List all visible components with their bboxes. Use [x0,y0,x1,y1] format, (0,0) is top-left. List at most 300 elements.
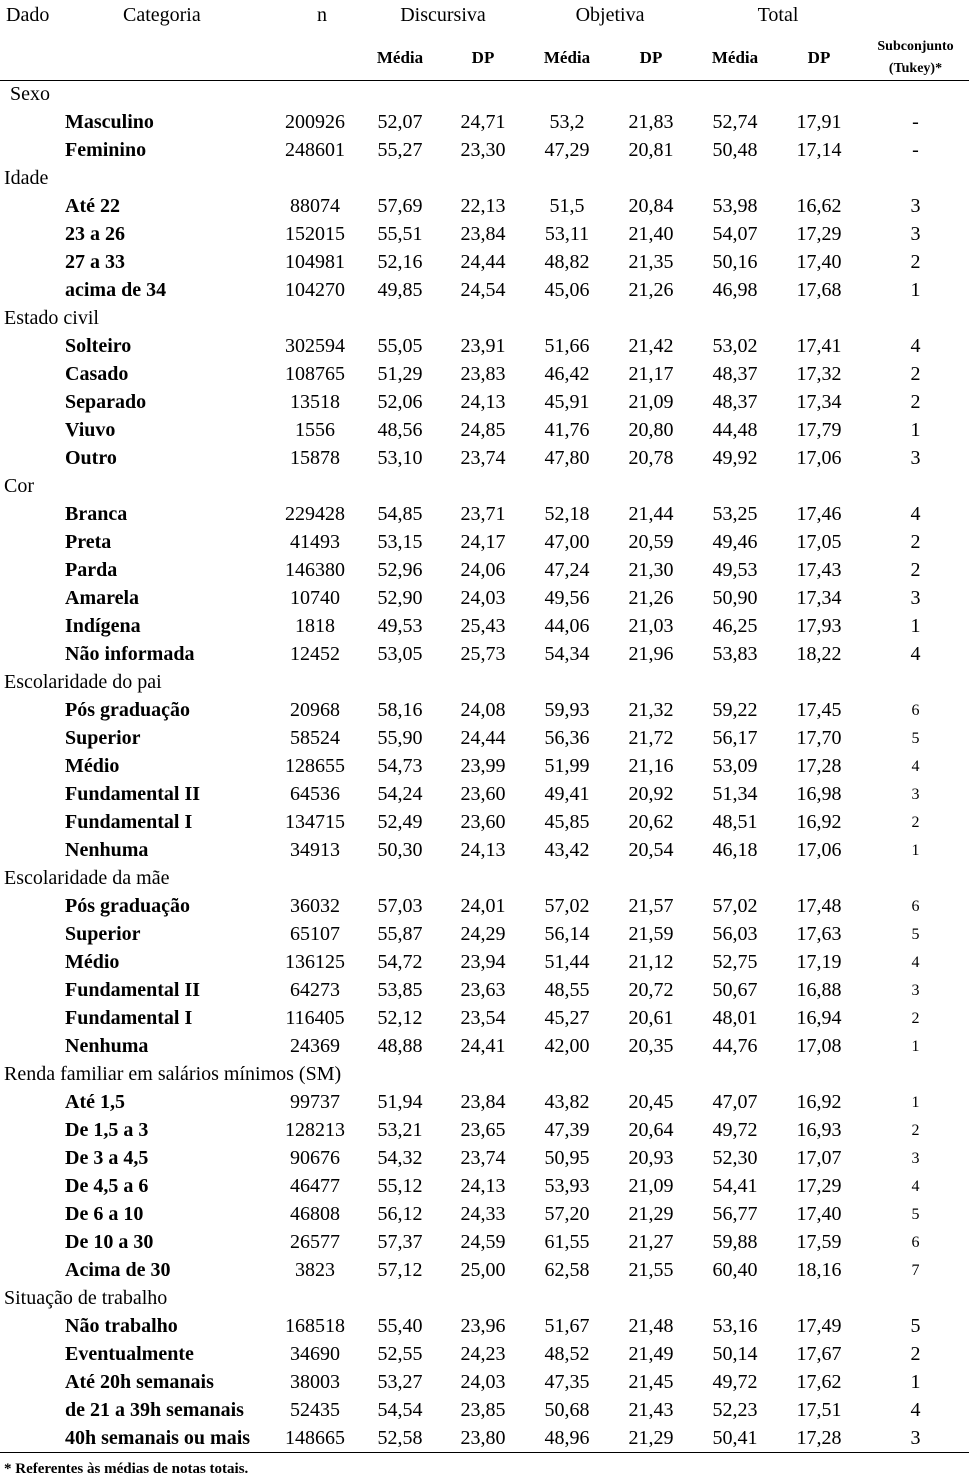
cell-obj-dp: 21,09 [628,1175,674,1197]
cell-disc-media: 53,10 [377,447,423,469]
cell-disc-media: 52,90 [377,587,423,609]
cell-n: 13518 [290,391,340,413]
cell-obj-dp: 21,17 [628,363,674,385]
cell-obj-media: 50,95 [544,1147,590,1169]
cell-disc-dp: 24,13 [460,839,506,861]
cell-disc-media: 54,72 [377,951,423,973]
cell-disc-media: 55,90 [377,727,423,749]
cell-categoria: Parda [65,559,118,581]
cell-tot-media: 49,72 [712,1371,758,1393]
header-dado: Dado [6,4,50,26]
cell-n: 302594 [285,335,345,357]
group-label: Cor [4,475,34,497]
cell-disc-media: 50,30 [377,839,423,861]
cell-obj-dp: 21,59 [628,923,674,945]
cell-tot-dp: 17,46 [796,503,842,525]
table-body [0,81,969,1453]
header-tot-media: Média [694,36,776,81]
cell-subconjunto: - [912,111,919,133]
cell-categoria: Não informada [65,643,195,665]
cell-disc-dp: 24,41 [460,1035,506,1057]
cell-n: 38003 [290,1371,340,1393]
cell-disc-media: 49,53 [377,615,423,637]
cell-subconjunto: 5 [911,729,920,747]
cell-obj-dp: 21,26 [628,587,674,609]
cell-obj-dp: 21,48 [628,1315,674,1337]
cell-categoria: Branca [65,503,128,525]
cell-n: 104981 [285,251,345,273]
cell-tot-media: 56,17 [712,727,758,749]
cell-obj-dp: 20,78 [628,447,674,469]
cell-disc-dp: 24,03 [460,1371,506,1393]
group-label: Escolaridade da mãe [4,867,170,889]
cell-categoria: 40h semanais ou mais [0,1425,270,1453]
header-disc-media: Média [360,36,440,81]
cell-disc-dp: 23,91 [460,335,506,357]
cell-categoria: Pós graduação [65,699,190,721]
cell-obj-media: 53,11 [544,223,590,245]
cell-tot-dp: 17,34 [796,391,842,413]
cell-obj-media: 43,82 [544,1091,590,1113]
cell-disc-media: 52,07 [377,111,423,133]
cell-subconjunto: 7 [911,1261,920,1279]
cell-categoria: De 10 a 30 [65,1231,154,1253]
cell-obj-dp: 20,54 [628,839,674,861]
cell-obj-dp: 21,29 [608,1425,694,1453]
cell-tot-media: 52,30 [712,1147,758,1169]
cell-disc-dp: 24,13 [460,1175,506,1197]
table-row [0,1341,969,1369]
cell-obj-dp: 21,45 [628,1371,674,1393]
cell-tot-media: 48,51 [712,811,758,833]
header-empty-n [270,36,360,81]
header-total: Total [757,4,799,26]
cell-tot-dp: 16,92 [796,811,842,833]
cell-disc-dp: 23,71 [460,503,506,525]
cell-n: 65107 [290,923,340,945]
cell-tot-media: 47,07 [712,1091,758,1113]
table-row [0,249,969,277]
cell-subconjunto: 1 [911,1037,920,1055]
cell-obj-media: 50,68 [544,1399,590,1421]
cell-subconjunto: 3 [910,587,921,609]
header-row-top [0,0,969,36]
cell-categoria: Fundamental I [65,1007,193,1029]
cell-disc-dp: 25,00 [460,1259,506,1281]
cell-n: 128655 [285,755,345,777]
cell-n: 90676 [290,1147,340,1169]
cell-tot-dp: 17,49 [796,1315,842,1337]
cell-disc-media: 53,27 [377,1371,423,1393]
cell-obj-dp: 21,12 [628,951,674,973]
cell-disc-media: 52,96 [377,559,423,581]
cell-disc-dp: 23,65 [460,1119,506,1141]
cell-disc-media: 53,85 [377,979,423,1001]
table-row [0,781,969,809]
header-subconjunto-line1: Subconjunto [877,39,954,54]
cell-categoria: Até 1,5 [65,1091,125,1113]
cell-n: 15878 [290,447,340,469]
table-row [0,1397,969,1425]
cell-disc-media: 49,85 [377,279,423,301]
cell-subconjunto: 5 [911,925,920,943]
cell-obj-media: 48,52 [544,1343,590,1365]
cell-tot-media: 52,75 [712,951,758,973]
cell-disc-dp: 24,13 [460,391,506,413]
cell-tot-media: 44,76 [712,1035,758,1057]
cell-categoria: Não trabalho [65,1315,178,1337]
cell-disc-media: 58,16 [377,699,423,721]
cell-subconjunto: 2 [910,1343,921,1365]
group-label: Idade [4,167,49,189]
cell-tot-dp: 17,45 [796,699,842,721]
cell-categoria: Nenhuma [65,839,149,861]
table-row [0,193,969,221]
cell-subconjunto: 2 [910,363,921,385]
cell-obj-dp: 21,16 [628,755,674,777]
cell-disc-media: 55,51 [377,223,423,245]
cell-tot-dp: 17,51 [796,1399,842,1421]
cell-obj-dp: 20,35 [628,1035,674,1057]
table-row [0,613,969,641]
cell-obj-media: 47,00 [544,531,590,553]
cell-categoria: Casado [65,363,129,385]
cell-tot-media: 50,41 [694,1425,776,1453]
cell-disc-media: 55,40 [377,1315,423,1337]
cell-obj-media: 45,27 [544,1007,590,1029]
cell-categoria: Superior [65,727,141,749]
table-row [0,109,969,137]
cell-obj-dp: 20,61 [628,1007,674,1029]
cell-tot-dp: 17,68 [796,279,842,301]
cell-tot-dp: 17,40 [796,251,842,273]
cell-tot-dp: 17,63 [796,923,842,945]
footnote: * Referentes às médias de notas totais. [4,1461,249,1477]
cell-disc-dp: 24,44 [460,727,506,749]
table-row [0,389,969,417]
cell-disc-dp: 23,84 [460,223,506,245]
cell-disc-media: 48,56 [377,419,423,441]
cell-tot-dp: 16,98 [796,783,842,805]
cell-categoria: Fundamental II [65,783,201,805]
header-dado-categoria [0,0,270,36]
cell-tot-media: 49,53 [712,559,758,581]
cell-obj-dp: 20,45 [628,1091,674,1113]
cell-tot-dp: 17,59 [796,1231,842,1253]
cell-categoria: acima de 34 [65,279,167,301]
cell-tot-dp: 16,92 [796,1091,842,1113]
table-row [0,1005,969,1033]
cell-tot-dp: 16,62 [796,195,842,217]
table-row [0,1089,969,1117]
cell-subconjunto: 6 [911,897,920,915]
cell-subconjunto: 4 [910,643,921,665]
cell-obj-dp: 21,49 [628,1343,674,1365]
cell-categoria: Preta [65,531,112,553]
cell-tot-dp: 17,05 [796,531,842,553]
cell-tot-dp: 17,19 [796,951,842,973]
cell-n: 12452 [290,643,340,665]
cell-obj-media: 51,5 [549,195,585,217]
cell-disc-media: 57,69 [377,195,423,217]
cell-n: 152015 [285,223,345,245]
cell-n: 200926 [285,111,345,133]
header-obj-media: Média [526,36,608,81]
cell-tot-media: 51,34 [712,783,758,805]
cell-obj-media: 56,14 [544,923,590,945]
group-row [0,669,969,697]
cell-obj-dp: 20,92 [628,783,674,805]
cell-categoria: Amarela [65,587,140,609]
cell-disc-media: 51,29 [377,363,423,385]
cell-obj-media: 45,85 [544,811,590,833]
cell-n: 248601 [285,139,345,161]
cell-tot-media: 49,72 [712,1119,758,1141]
cell-disc-media: 57,12 [377,1259,423,1281]
cell-tot-media: 53,25 [712,503,758,525]
cell-disc-media: 52,55 [377,1343,423,1365]
cell-obj-media: 41,76 [544,419,590,441]
cell-obj-dp: 20,80 [628,419,674,441]
table-row [0,809,969,837]
cell-tot-media: 50,14 [712,1343,758,1365]
cell-categoria: Acima de 30 [65,1259,171,1281]
cell-obj-dp: 20,81 [628,139,674,161]
table-row [0,1117,969,1145]
cell-tot-media: 49,46 [712,531,758,553]
cell-subconjunto: 4 [910,1399,921,1421]
cell-n: 1556 [295,419,335,441]
cell-n: 1818 [295,615,335,637]
cell-categoria: Pós graduação [65,895,190,917]
cell-subconjunto: 3 [911,981,920,999]
cell-disc-media: 52,16 [377,251,423,273]
group-row [0,865,969,893]
header-n: n [317,4,327,26]
group-row [0,473,969,501]
cell-tot-media: 59,22 [712,699,758,721]
cell-categoria: 27 a 33 [65,251,125,273]
table-row [0,333,969,361]
cell-disc-media: 55,05 [377,335,423,357]
cell-subconjunto: 2 [910,251,921,273]
cell-tot-dp: 17,40 [796,1203,842,1225]
table-row [0,137,969,165]
table-row [0,1033,969,1061]
cell-obj-dp: 20,84 [628,195,674,217]
table-row [0,949,969,977]
cell-obj-media: 43,42 [544,839,590,861]
cell-obj-dp: 20,64 [628,1119,674,1141]
cell-obj-dp: 21,44 [628,503,674,525]
cell-subconjunto: 1 [911,1093,920,1111]
cell-obj-media: 54,34 [544,643,590,665]
cell-categoria: Feminino [65,139,147,161]
cell-tot-media: 52,23 [712,1399,758,1421]
cell-subconjunto: 5 [910,1315,921,1337]
cell-disc-dp: 24,06 [460,559,506,581]
cell-disc-dp: 23,63 [460,979,506,1001]
header-empty-cat [0,36,270,81]
cell-tot-media: 46,18 [712,839,758,861]
cell-subconjunto: 3 [910,447,921,469]
cell-obj-media: 47,35 [544,1371,590,1393]
cell-tot-media: 52,74 [712,111,758,133]
cell-obj-dp: 20,72 [628,979,674,1001]
cell-disc-dp: 23,30 [460,139,506,161]
cell-n: 58524 [290,727,340,749]
cell-disc-media: 54,24 [377,783,423,805]
cell-categoria: Até 20h semanais [65,1371,214,1393]
cell-tot-dp: 17,06 [796,839,842,861]
header-tot-dp: DP [776,36,862,81]
cell-subconjunto: 2 [910,559,921,581]
cell-obj-media: 48,82 [544,251,590,273]
cell-tot-dp: 17,93 [796,615,842,637]
cell-n: 3823 [295,1259,335,1281]
cell-obj-media: 56,36 [544,727,590,749]
cell-disc-dp: 22,13 [460,195,506,217]
cell-tot-media: 48,37 [712,363,758,385]
cell-disc-dp: 24,33 [460,1203,506,1225]
table-row [0,417,969,445]
cell-disc-media: 55,87 [377,923,423,945]
cell-disc-media: 54,32 [377,1147,423,1169]
cell-obj-media: 45,91 [544,391,590,413]
cell-tot-dp: 16,88 [796,979,842,1001]
cell-subconjunto: 3 [911,1149,920,1167]
cell-categoria: de 21 a 39h semanais [65,1399,244,1421]
cell-disc-media: 51,94 [377,1091,423,1113]
cell-obj-dp: 21,30 [628,559,674,581]
cell-disc-media: 52,06 [377,391,423,413]
table-row [0,837,969,865]
table-row [0,361,969,389]
cell-n: 104270 [285,279,345,301]
cell-disc-dp: 23,80 [440,1425,526,1453]
cell-subconjunto: 3 [911,785,920,803]
cell-subconjunto: 2 [910,391,921,413]
cell-subconjunto: 2 [910,531,921,553]
table-row [0,1145,969,1173]
cell-tot-media: 53,09 [712,755,758,777]
table-row [0,753,969,781]
cell-disc-dp: 24,85 [460,419,506,441]
cell-categoria: De 3 a 4,5 [65,1147,149,1169]
cell-n: 116405 [285,1007,345,1029]
cell-n: 20968 [290,699,340,721]
cell-categoria: Eventualmente [65,1343,194,1365]
header-subconjunto-line2: (Tukey)* [888,61,943,76]
cell-tot-dp: 17,28 [776,1425,862,1453]
group-row [0,81,969,109]
cell-disc-dp: 23,96 [460,1315,506,1337]
cell-tot-dp: 17,08 [796,1035,842,1057]
cell-n: 64536 [290,783,340,805]
group-row [0,305,969,333]
cell-tot-media: 57,02 [712,895,758,917]
table-row [0,725,969,753]
cell-obj-dp: 21,26 [628,279,674,301]
cell-disc-dp: 23,74 [460,1147,506,1169]
cell-obj-media: 59,93 [544,699,590,721]
cell-obj-media: 51,44 [544,951,590,973]
cell-disc-media: 54,73 [377,755,423,777]
cell-disc-media: 53,15 [377,531,423,553]
cell-tot-media: 54,07 [712,223,758,245]
cell-subconjunto: 6 [911,701,920,719]
cell-tot-media: 48,37 [712,391,758,413]
cell-subconjunto: 1 [911,841,920,859]
table-row [0,641,969,669]
cell-subconjunto: 1 [910,615,921,637]
cell-disc-media: 53,21 [377,1119,423,1141]
cell-obj-dp: 21,42 [628,335,674,357]
cell-obj-dp: 21,55 [628,1259,674,1281]
cell-disc-media: 54,54 [377,1399,423,1421]
cell-disc-media: 57,37 [377,1231,423,1253]
cell-subconjunto: 4 [911,1177,920,1195]
cell-tot-media: 53,83 [712,643,758,665]
cell-disc-dp: 23,60 [460,811,506,833]
cell-tot-media: 53,16 [712,1315,758,1337]
cell-n: 52435 [290,1399,340,1421]
cell-tot-media: 59,88 [712,1231,758,1253]
cell-tot-dp: 17,07 [796,1147,842,1169]
cell-disc-media: 52,49 [377,811,423,833]
cell-tot-dp: 17,67 [796,1343,842,1365]
cell-tot-media: 46,98 [712,279,758,301]
table-row [0,501,969,529]
cell-disc-media: 55,27 [377,139,423,161]
cell-subconjunto: 4 [911,757,920,775]
cell-obj-media: 45,06 [544,279,590,301]
cell-obj-dp: 21,83 [628,111,674,133]
cell-categoria: Superior [65,923,141,945]
cell-tot-dp: 17,06 [796,447,842,469]
cell-obj-media: 62,58 [544,1259,590,1281]
table-row [0,1257,969,1285]
cell-subconjunto: 3 [910,223,921,245]
cell-categoria: Indígena [65,615,141,637]
header-categoria: Categoria [123,4,201,26]
table-row [0,1201,969,1229]
cell-tot-dp: 17,79 [796,419,842,441]
table-row [0,921,969,949]
cell-subconjunto: 4 [910,335,921,357]
cell-subconjunto: - [912,139,919,161]
cell-disc-media: 52,12 [377,1007,423,1029]
cell-categoria: Médio [65,951,120,973]
cell-subconjunto: 1 [910,279,921,301]
cell-disc-media: 52,58 [360,1425,440,1453]
cell-obj-media: 48,55 [544,979,590,1001]
cell-categoria: Outro [65,447,117,469]
cell-tot-dp: 17,34 [796,587,842,609]
header-obj-dp: DP [608,36,694,81]
cell-obj-dp: 20,93 [628,1147,674,1169]
cell-n: 168518 [285,1315,345,1337]
cell-tot-media: 60,40 [712,1259,758,1281]
cell-n: 46808 [290,1203,340,1225]
cell-obj-dp: 21,09 [628,391,674,413]
cell-tot-dp: 17,14 [796,139,842,161]
cell-disc-media: 57,03 [377,895,423,917]
cell-obj-dp: 21,29 [628,1203,674,1225]
cell-n: 99737 [290,1091,340,1113]
cell-tot-media: 50,67 [712,979,758,1001]
cell-tot-media: 54,41 [712,1175,758,1197]
